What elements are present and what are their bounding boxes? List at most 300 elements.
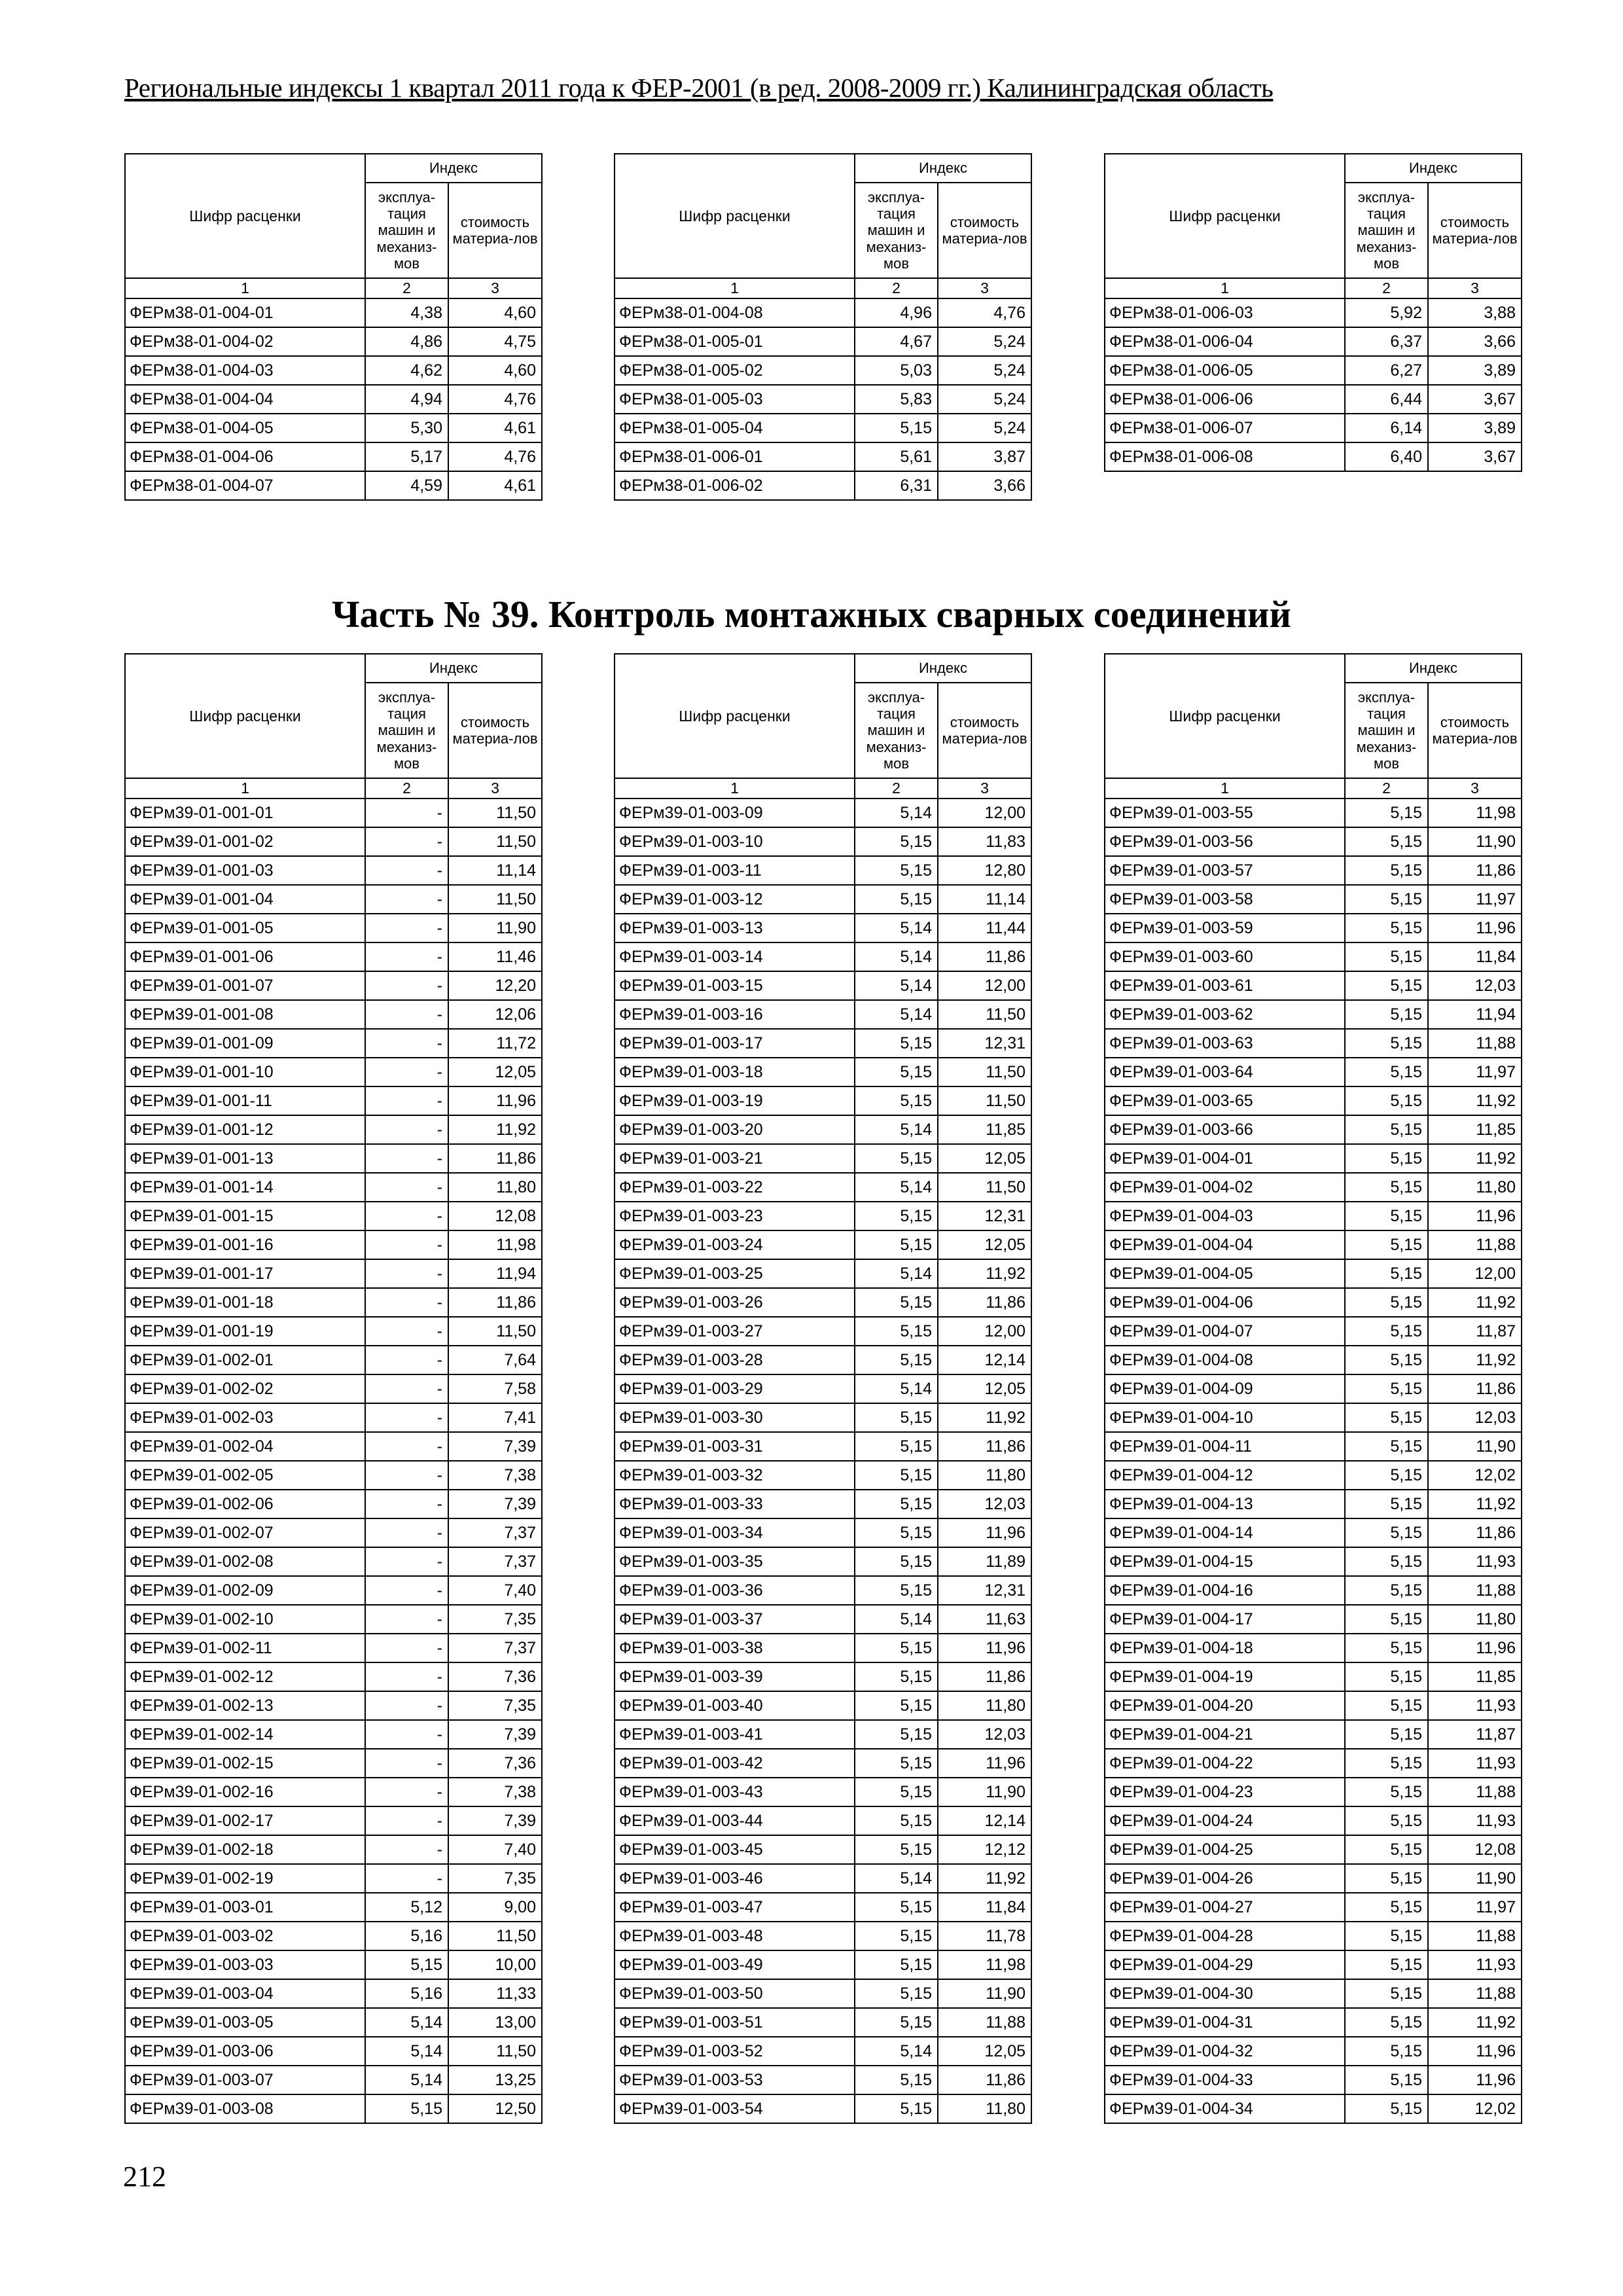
- materials-index: 12,31: [938, 1029, 1031, 1058]
- table-row: [1105, 1202, 1522, 1230]
- materials-index: 11,96: [1428, 914, 1522, 942]
- materials-index: 11,50: [448, 827, 542, 856]
- materials-index: 11,50: [448, 885, 542, 914]
- materials-index: 11,90: [938, 1979, 1031, 2008]
- table-row: [125, 1547, 542, 1576]
- rate-code: ФЕРм38-01-006-07: [1105, 414, 1345, 442]
- materials-index: 11,97: [1428, 885, 1522, 914]
- materials-index: 11,86: [1428, 1518, 1522, 1547]
- column-header-index: Индекс: [365, 654, 542, 683]
- machines-index: 5,15: [855, 1490, 938, 1518]
- materials-index: 11,88: [1428, 1230, 1522, 1259]
- table-row: [1105, 1634, 1522, 1662]
- machines-index: 5,15: [1345, 1058, 1428, 1086]
- table-row: [615, 1029, 1031, 1058]
- rate-code: ФЕРм39-01-003-16: [615, 1000, 855, 1029]
- materials-index: 11,85: [1428, 1662, 1522, 1691]
- rate-code: ФЕРм39-01-003-51: [615, 2008, 855, 2037]
- machines-index: -: [365, 1576, 448, 1605]
- machines-index: 5,15: [855, 1662, 938, 1691]
- rate-code: ФЕРм39-01-004-32: [1105, 2037, 1345, 2066]
- table-row: [1105, 2008, 1522, 2037]
- column-header-machines: эксплуа-тация машин и механиз-мов: [855, 183, 938, 278]
- machines-index: 5,16: [365, 1922, 448, 1950]
- machines-index: -: [365, 1691, 448, 1720]
- machines-index: -: [365, 1864, 448, 1893]
- materials-index: 7,37: [448, 1547, 542, 1576]
- rate-code: ФЕРм39-01-003-42: [615, 1749, 855, 1778]
- column-number: 1: [615, 778, 855, 798]
- rate-code: ФЕРм39-01-002-12: [125, 1662, 365, 1691]
- machines-index: 5,15: [855, 1029, 938, 1058]
- machines-index: 5,15: [855, 1749, 938, 1778]
- rate-code: ФЕРм39-01-004-22: [1105, 1749, 1345, 1778]
- rate-code: ФЕРм39-01-002-13: [125, 1691, 365, 1720]
- materials-index: 7,36: [448, 1662, 542, 1691]
- machines-index: 5,15: [855, 1950, 938, 1979]
- machines-index: 5,15: [1345, 1835, 1428, 1864]
- materials-index: 12,00: [938, 1317, 1031, 1346]
- rate-code: ФЕРм39-01-001-09: [125, 1029, 365, 1058]
- materials-index: 11,50: [938, 1058, 1031, 1086]
- table-row: [1105, 1893, 1522, 1922]
- rate-code: ФЕРм39-01-003-66: [1105, 1115, 1345, 1144]
- materials-index: 11,92: [938, 1403, 1031, 1432]
- machines-index: 5,15: [1345, 2037, 1428, 2066]
- table-row: [125, 1000, 542, 1029]
- materials-index: 5,24: [938, 327, 1031, 356]
- rate-code: ФЕРм39-01-001-14: [125, 1173, 365, 1202]
- rate-code: ФЕРм39-01-003-40: [615, 1691, 855, 1720]
- table-row: [615, 356, 1031, 385]
- table-row: [125, 1202, 542, 1230]
- table-row: [125, 1230, 542, 1259]
- materials-index: 11,90: [1428, 1432, 1522, 1461]
- rate-code: ФЕРм39-01-003-49: [615, 1950, 855, 1979]
- table-row: [615, 1115, 1031, 1144]
- rate-code: ФЕРм39-01-004-34: [1105, 2094, 1345, 2123]
- machines-index: 5,14: [855, 798, 938, 827]
- table-row: [615, 414, 1031, 442]
- rate-code: ФЕРм39-01-004-23: [1105, 1778, 1345, 1806]
- table-row: [1105, 1835, 1522, 1864]
- materials-index: 11,50: [448, 1922, 542, 1950]
- materials-index: 11,14: [938, 885, 1031, 914]
- materials-index: 11,86: [448, 1288, 542, 1317]
- machines-index: 5,15: [855, 1720, 938, 1749]
- machines-index: 5,15: [1345, 1720, 1428, 1749]
- machines-index: 6,31: [855, 471, 938, 500]
- materials-index: 11,97: [1428, 1058, 1522, 1086]
- table-row: [1105, 414, 1522, 442]
- column-number: 3: [448, 278, 542, 298]
- machines-index: 5,15: [1345, 914, 1428, 942]
- column-header-machines: эксплуа-тация машин и механиз-мов: [855, 683, 938, 778]
- materials-index: 12,31: [938, 1576, 1031, 1605]
- rate-code: ФЕРм39-01-002-17: [125, 1806, 365, 1835]
- materials-index: 11,90: [1428, 1864, 1522, 1893]
- machines-index: 5,12: [365, 1893, 448, 1922]
- materials-index: 11,84: [1428, 942, 1522, 971]
- materials-index: 7,38: [448, 1778, 542, 1806]
- materials-index: 11,84: [938, 1893, 1031, 1922]
- table-row: [1105, 1778, 1522, 1806]
- rate-code: ФЕРм39-01-001-01: [125, 798, 365, 827]
- machines-index: 5,14: [855, 1864, 938, 1893]
- table-row: [1105, 327, 1522, 356]
- machines-index: 5,15: [1345, 1230, 1428, 1259]
- rates-table-38-c: [1104, 153, 1522, 472]
- rate-code: ФЕРм39-01-003-56: [1105, 827, 1345, 856]
- machines-index: 5,15: [1345, 1979, 1428, 2008]
- materials-index: 7,41: [448, 1403, 542, 1432]
- rate-code: ФЕРм39-01-003-52: [615, 2037, 855, 2066]
- rate-code: ФЕРм38-01-006-04: [1105, 327, 1345, 356]
- column-header-materials: стоимость материа-лов: [1428, 683, 1522, 778]
- rate-code: ФЕРм38-01-005-03: [615, 385, 855, 414]
- table-row: [1105, 971, 1522, 1000]
- table-row: [1105, 1288, 1522, 1317]
- materials-index: 7,35: [448, 1691, 542, 1720]
- rate-code: ФЕРм39-01-003-54: [615, 2094, 855, 2123]
- rate-code: ФЕРм39-01-003-38: [615, 1634, 855, 1662]
- materials-index: 11,83: [938, 827, 1031, 856]
- rate-code: ФЕРм39-01-001-15: [125, 1202, 365, 1230]
- table-row: [1105, 1864, 1522, 1893]
- rate-code: ФЕРм38-01-006-01: [615, 442, 855, 471]
- rate-code: ФЕРм39-01-002-14: [125, 1720, 365, 1749]
- machines-index: -: [365, 1490, 448, 1518]
- column-number: 1: [615, 278, 855, 298]
- table-row: [125, 2037, 542, 2066]
- column-number: 2: [365, 778, 448, 798]
- machines-index: 5,15: [855, 1778, 938, 1806]
- machines-index: 5,15: [855, 1461, 938, 1490]
- table-row: [615, 942, 1031, 971]
- rate-code: ФЕРм38-01-006-03: [1105, 298, 1345, 327]
- column-header-materials: стоимость материа-лов: [938, 183, 1031, 278]
- materials-index: 11,88: [1428, 1922, 1522, 1950]
- materials-index: 12,14: [938, 1346, 1031, 1374]
- machines-index: -: [365, 1778, 448, 1806]
- table-row: [615, 1691, 1031, 1720]
- machines-index: 5,15: [1345, 1086, 1428, 1115]
- rate-code: ФЕРм39-01-003-50: [615, 1979, 855, 2008]
- table-row: [615, 1576, 1031, 1605]
- table-row: [125, 1605, 542, 1634]
- table-row: [125, 1288, 542, 1317]
- rate-code: ФЕРм39-01-004-14: [1105, 1518, 1345, 1547]
- materials-index: 12,03: [938, 1720, 1031, 1749]
- machines-index: 5,15: [1345, 1115, 1428, 1144]
- table-row: [615, 1662, 1031, 1691]
- rate-code: ФЕРм39-01-003-63: [1105, 1029, 1345, 1058]
- rate-code: ФЕРм39-01-003-01: [125, 1893, 365, 1922]
- machines-index: 5,15: [855, 1922, 938, 1950]
- rate-code: ФЕРм38-01-004-02: [125, 327, 365, 356]
- rate-code: ФЕРм39-01-003-19: [615, 1086, 855, 1115]
- machines-index: 5,15: [1345, 1806, 1428, 1835]
- machines-index: 5,15: [855, 1144, 938, 1173]
- materials-index: 11,14: [448, 856, 542, 885]
- rate-code: ФЕРм39-01-001-12: [125, 1115, 365, 1144]
- machines-index: 5,15: [1345, 1518, 1428, 1547]
- table-row: [615, 1202, 1031, 1230]
- table-row: [615, 1230, 1031, 1259]
- machines-index: -: [365, 1144, 448, 1173]
- rate-code: ФЕРм39-01-004-16: [1105, 1576, 1345, 1605]
- column-header-code: Шифр расценки: [615, 654, 855, 778]
- rates-table-39-a: [124, 653, 543, 2124]
- materials-index: 12,12: [938, 1835, 1031, 1864]
- machines-index: -: [365, 1403, 448, 1432]
- machines-index: 5,15: [1345, 1144, 1428, 1173]
- table-row: [1105, 1000, 1522, 1029]
- materials-index: 3,89: [1428, 356, 1522, 385]
- part-title: Часть № 39. Контроль монтажных сварных соединений: [332, 593, 1291, 636]
- rates-table-38-b: [614, 153, 1032, 501]
- machines-index: 5,92: [1345, 298, 1428, 327]
- rate-code: ФЕРм39-01-003-65: [1105, 1086, 1345, 1115]
- page-header: Региональные индексы 1 квартал 2011 года к ФЕР-2001 (в ред. 2008-2009 гг.) Калининградская область: [124, 73, 1274, 103]
- rate-code: ФЕРм39-01-003-05: [125, 2008, 365, 2037]
- rate-code: ФЕРм38-01-004-03: [125, 356, 365, 385]
- table-row: [615, 1461, 1031, 1490]
- table-row: [615, 1605, 1031, 1634]
- machines-index: 5,14: [855, 971, 938, 1000]
- column-header-machines: эксплуа-тация машин и механиз-мов: [1345, 683, 1428, 778]
- materials-index: 11,88: [938, 2008, 1031, 2037]
- table-row: [1105, 1173, 1522, 1202]
- rate-code: ФЕРм39-01-003-59: [1105, 914, 1345, 942]
- table-row: [1105, 1806, 1522, 1835]
- rate-code: ФЕРм39-01-003-58: [1105, 885, 1345, 914]
- rate-code: ФЕРм39-01-003-41: [615, 1720, 855, 1749]
- table-row: [125, 1922, 542, 1950]
- table-row: [1105, 2094, 1522, 2123]
- machines-index: 6,37: [1345, 327, 1428, 356]
- materials-index: 3,67: [1428, 385, 1522, 414]
- materials-index: 11,78: [938, 1922, 1031, 1950]
- rate-code: ФЕРм39-01-003-21: [615, 1144, 855, 1173]
- table-row: [615, 1864, 1031, 1893]
- machines-index: 5,15: [1345, 1346, 1428, 1374]
- materials-index: 11,98: [448, 1230, 542, 1259]
- materials-index: 11,88: [1428, 1778, 1522, 1806]
- materials-index: 7,39: [448, 1806, 542, 1835]
- materials-index: 11,46: [448, 942, 542, 971]
- materials-index: 11,50: [448, 2037, 542, 2066]
- machines-index: 5,15: [1345, 1662, 1428, 1691]
- rate-code: ФЕРм38-01-005-04: [615, 414, 855, 442]
- rate-code: ФЕРм39-01-003-12: [615, 885, 855, 914]
- machines-index: -: [365, 1058, 448, 1086]
- materials-index: 12,08: [1428, 1835, 1522, 1864]
- materials-index: 4,60: [448, 298, 542, 327]
- rate-code: ФЕРм39-01-001-18: [125, 1288, 365, 1317]
- rate-code: ФЕРм39-01-001-13: [125, 1144, 365, 1173]
- rate-code: ФЕРм39-01-003-27: [615, 1317, 855, 1346]
- table-row: [125, 1490, 542, 1518]
- machines-index: 5,15: [1345, 1029, 1428, 1058]
- machines-index: -: [365, 1634, 448, 1662]
- materials-index: 9,00: [448, 1893, 542, 1922]
- rate-code: ФЕРм38-01-004-06: [125, 442, 365, 471]
- materials-index: 11,86: [938, 1288, 1031, 1317]
- table-row: [615, 1634, 1031, 1662]
- machines-index: -: [365, 1749, 448, 1778]
- materials-index: 4,61: [448, 471, 542, 500]
- table-row: [125, 442, 542, 471]
- table-row: [1105, 1518, 1522, 1547]
- materials-index: 11,93: [1428, 1749, 1522, 1778]
- materials-index: 11,92: [938, 1864, 1031, 1893]
- rate-code: ФЕРм39-01-003-18: [615, 1058, 855, 1086]
- materials-index: 11,92: [448, 1115, 542, 1144]
- table-row: [1105, 885, 1522, 914]
- materials-index: 11,93: [1428, 1547, 1522, 1576]
- column-number: 2: [1345, 278, 1428, 298]
- rate-code: ФЕРм39-01-004-13: [1105, 1490, 1345, 1518]
- machines-index: -: [365, 1662, 448, 1691]
- machines-index: 5,15: [1345, 1547, 1428, 1576]
- machines-index: 5,15: [1345, 1922, 1428, 1950]
- materials-index: 11,94: [1428, 1000, 1522, 1029]
- rate-code: ФЕРм39-01-003-22: [615, 1173, 855, 1202]
- materials-index: 12,05: [938, 2037, 1031, 2066]
- table-row: [125, 1634, 542, 1662]
- rate-code: ФЕРм39-01-003-04: [125, 1979, 365, 2008]
- machines-index: 5,15: [855, 1317, 938, 1346]
- materials-index: 11,86: [938, 1662, 1031, 1691]
- table-row: [125, 356, 542, 385]
- rate-code: ФЕРм39-01-003-10: [615, 827, 855, 856]
- machines-index: 5,15: [855, 1346, 938, 1374]
- table-row: [615, 1518, 1031, 1547]
- rate-code: ФЕРм39-01-004-20: [1105, 1691, 1345, 1720]
- materials-index: 3,66: [938, 471, 1031, 500]
- machines-index: 5,15: [855, 1202, 938, 1230]
- machines-index: 5,15: [1345, 1202, 1428, 1230]
- machines-index: 5,15: [1345, 798, 1428, 827]
- table-row: [125, 1461, 542, 1490]
- machines-index: -: [365, 1288, 448, 1317]
- table-row: [125, 1950, 542, 1979]
- table-row: [125, 1749, 542, 1778]
- materials-index: 11,85: [938, 1115, 1031, 1144]
- materials-index: 7,39: [448, 1490, 542, 1518]
- table-row: [125, 1893, 542, 1922]
- table-row: [615, 1950, 1031, 1979]
- rate-code: ФЕРм39-01-003-46: [615, 1864, 855, 1893]
- table-row: [125, 1317, 542, 1346]
- rate-code: ФЕРм39-01-003-43: [615, 1778, 855, 1806]
- rate-code: ФЕРм39-01-001-06: [125, 942, 365, 971]
- machines-index: 5,15: [855, 1576, 938, 1605]
- materials-index: 11,98: [938, 1950, 1031, 1979]
- column-number: 3: [1428, 278, 1522, 298]
- materials-index: 3,88: [1428, 298, 1522, 327]
- materials-index: 12,00: [938, 798, 1031, 827]
- materials-index: 11,92: [1428, 1086, 1522, 1115]
- machines-index: 5,15: [365, 1950, 448, 1979]
- materials-index: 12,31: [938, 1202, 1031, 1230]
- machines-index: -: [365, 1259, 448, 1288]
- materials-index: 11,86: [1428, 856, 1522, 885]
- rate-code: ФЕРм39-01-004-24: [1105, 1806, 1345, 1835]
- table-row: [125, 327, 542, 356]
- machines-index: 5,15: [855, 1893, 938, 1922]
- rate-code: ФЕРм39-01-002-11: [125, 1634, 365, 1662]
- rate-code: ФЕРм39-01-003-61: [1105, 971, 1345, 1000]
- machines-index: 5,15: [1345, 1576, 1428, 1605]
- table-row: [1105, 1029, 1522, 1058]
- materials-index: 12,03: [938, 1490, 1031, 1518]
- machines-index: -: [365, 914, 448, 942]
- machines-index: 5,15: [855, 1288, 938, 1317]
- table-row: [1105, 2037, 1522, 2066]
- rate-code: ФЕРм39-01-002-03: [125, 1403, 365, 1432]
- materials-index: 4,60: [448, 356, 542, 385]
- table-row: [125, 2094, 542, 2123]
- table-row: [1105, 1979, 1522, 2008]
- materials-index: 11,50: [448, 1317, 542, 1346]
- table-row: [1105, 442, 1522, 471]
- materials-index: 13,25: [448, 2066, 542, 2094]
- table-row: [615, 1893, 1031, 1922]
- table-row: [1105, 1749, 1522, 1778]
- rate-code: ФЕРм39-01-004-17: [1105, 1605, 1345, 1634]
- materials-index: 11,94: [448, 1259, 542, 1288]
- table-row: [1105, 1346, 1522, 1374]
- machines-index: -: [365, 1000, 448, 1029]
- column-number: 1: [125, 278, 365, 298]
- table-row: [1105, 1317, 1522, 1346]
- materials-index: 11,87: [1428, 1317, 1522, 1346]
- column-number: 3: [1428, 778, 1522, 798]
- materials-index: 11,87: [1428, 1720, 1522, 1749]
- machines-index: 6,27: [1345, 356, 1428, 385]
- materials-index: 11,80: [448, 1173, 542, 1202]
- rate-code: ФЕРм39-01-003-20: [615, 1115, 855, 1144]
- materials-index: 7,58: [448, 1374, 542, 1403]
- table-row: [615, 2008, 1031, 2037]
- materials-index: 12,80: [938, 856, 1031, 885]
- rate-code: ФЕРм39-01-001-07: [125, 971, 365, 1000]
- table-row: [125, 856, 542, 885]
- materials-index: 11,96: [938, 1749, 1031, 1778]
- materials-index: 11,50: [938, 1086, 1031, 1115]
- machines-index: 5,15: [855, 1230, 938, 1259]
- machines-index: 5,15: [1345, 1317, 1428, 1346]
- machines-index: 5,15: [1345, 971, 1428, 1000]
- materials-index: 11,97: [1428, 1893, 1522, 1922]
- rate-code: ФЕРм39-01-003-39: [615, 1662, 855, 1691]
- table-row: [615, 471, 1031, 500]
- table-row: [125, 1058, 542, 1086]
- rate-code: ФЕРм39-01-002-06: [125, 1490, 365, 1518]
- machines-index: 5,15: [1345, 1778, 1428, 1806]
- rate-code: ФЕРм39-01-004-26: [1105, 1864, 1345, 1893]
- rate-code: ФЕРм38-01-006-06: [1105, 385, 1345, 414]
- materials-index: 4,61: [448, 414, 542, 442]
- machines-index: 5,15: [1345, 1403, 1428, 1432]
- materials-index: 4,75: [448, 327, 542, 356]
- rate-code: ФЕРм39-01-002-18: [125, 1835, 365, 1864]
- rate-code: ФЕРм39-01-003-34: [615, 1518, 855, 1547]
- table-row: [1105, 856, 1522, 885]
- rate-code: ФЕРм39-01-001-05: [125, 914, 365, 942]
